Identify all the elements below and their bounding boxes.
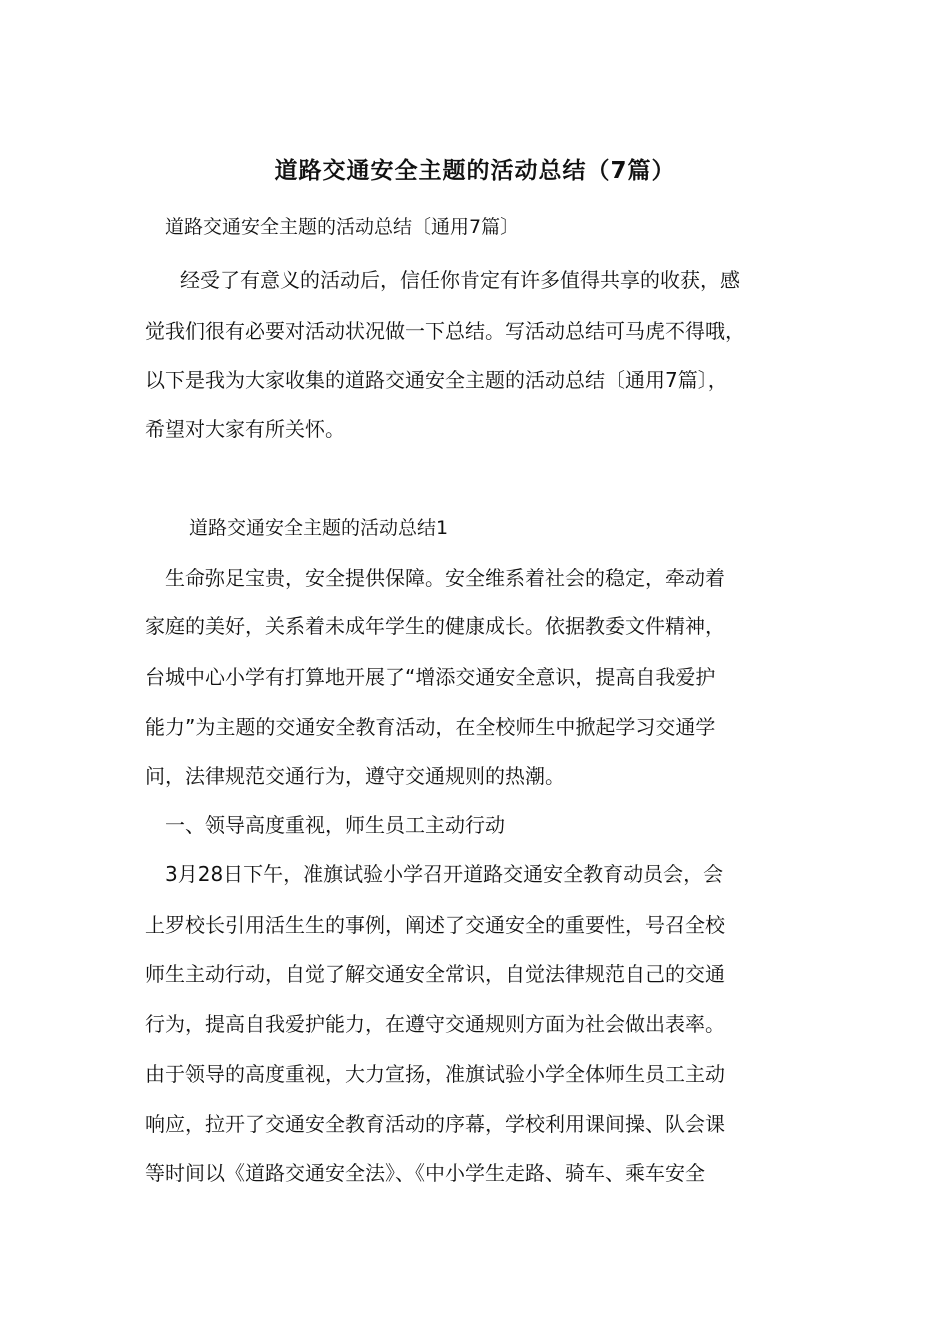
paragraph-line: 家庭的美好，关系着未成年学生的健康成长。依据教委文件精神， xyxy=(145,614,725,638)
paragraph-line: 行为，提高自我爱护能力，在遵守交通规则方面为社会做出表率。 xyxy=(145,1012,725,1036)
paragraph-line: 由于领导的高度重视，大力宣扬，准旗试验小学全体师生员工主动 xyxy=(145,1062,725,1086)
paragraph-line: 响应，拉开了交通安全教育活动的序幕，学校利用课间操、队会课 xyxy=(145,1112,725,1136)
paragraph-line: 能力”为主题的交通安全教育活动，在全校师生中掀起学习交通学 xyxy=(145,715,716,739)
document-title: 道路交通安全主题的活动总结（7篇） xyxy=(274,158,676,184)
intro-line: 经受了有意义的活动后，信任你肯定有许多值得共享的收获，感 xyxy=(180,268,740,292)
intro-line: 希望对大家有所关怀。 xyxy=(145,417,345,441)
document-subtitle: 道路交通安全主题的活动总结〔通用7篇〕 xyxy=(165,216,520,238)
section-title: 道路交通安全主题的活动总结1 xyxy=(189,517,449,539)
paragraph-line: 生命弥足宝贵，安全提供保障。安全维系着社会的稳定，牵动着 xyxy=(165,566,725,590)
paragraph-line: 3月28日下午，准旗试验小学召开道路交通安全教育动员会，会 xyxy=(165,862,724,886)
paragraph-line: 上罗校长引用活生生的事例，阐述了交通安全的重要性，号召全校 xyxy=(145,913,725,937)
paragraph-line: 台城中心小学有打算地开展了“增添交通安全意识，提高自我爱护 xyxy=(145,665,716,689)
paragraph-line: 等时间以《道路交通安全法》、《中小学生走路、骑车、乘车安全 xyxy=(145,1161,705,1185)
intro-line: 觉我们很有必要对活动状况做一下总结。写活动总结可马虎不得哦， xyxy=(145,319,745,343)
intro-line: 以下是我为大家收集的道路交通安全主题的活动总结〔通用7篇〕， xyxy=(145,368,728,392)
subheading: 一、领导高度重视，师生员工主动行动 xyxy=(165,813,505,837)
paragraph-line: 师生主动行动，自觉了解交通安全常识，自觉法律规范自己的交通 xyxy=(145,962,725,986)
paragraph-line: 问，法律规范交通行为，遵守交通规则的热潮。 xyxy=(145,764,565,788)
